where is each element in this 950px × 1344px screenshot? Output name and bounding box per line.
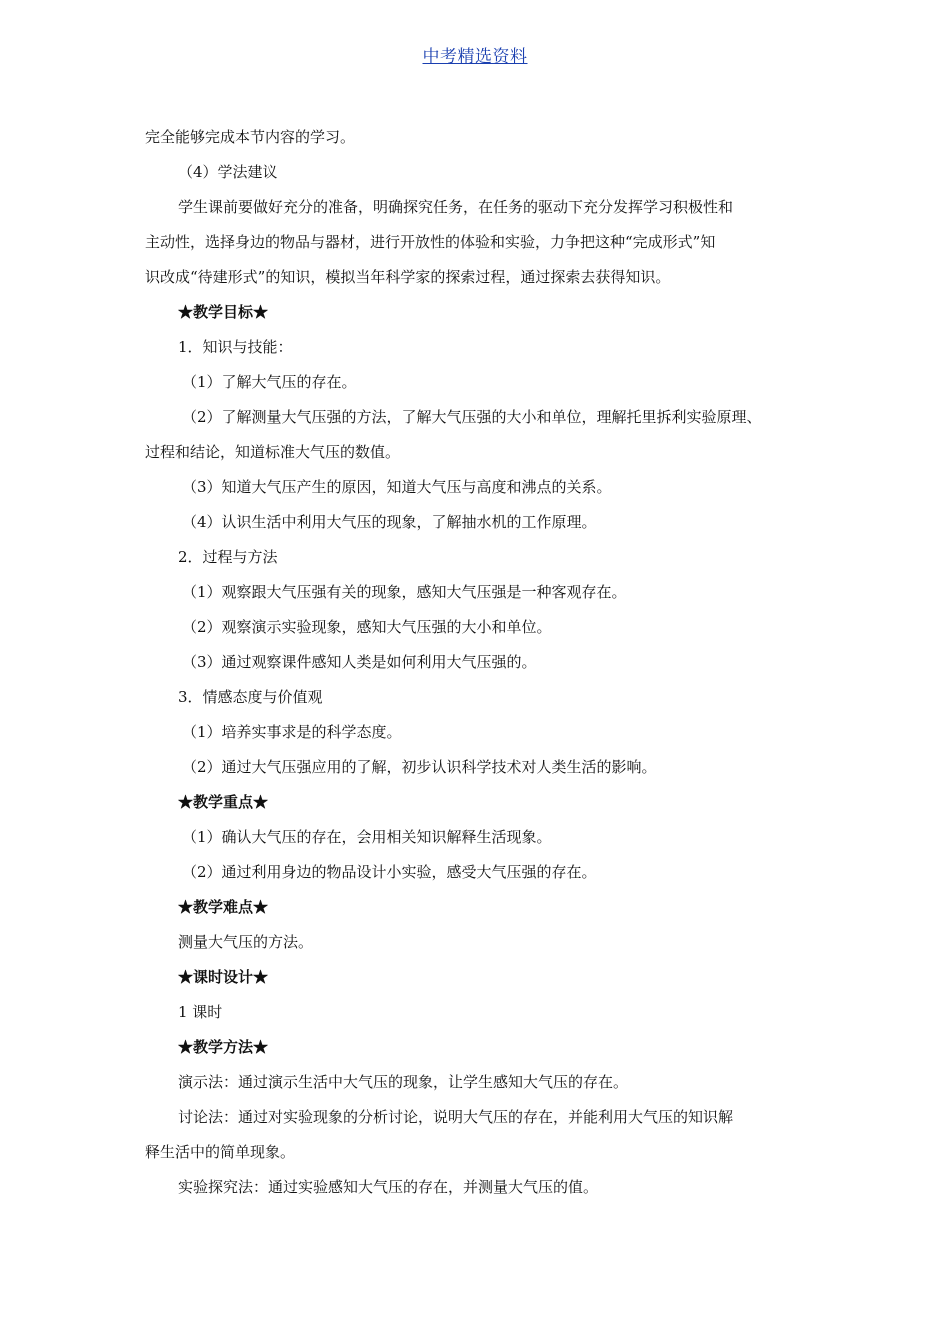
document-body [145,120,825,1205]
text-line: （2）通过大气压强应用的了解，初步认识科学技术对人类生活的影响。 [182,758,657,776]
text-line: （3）通过观察课件感知人类是如何利用大气压强的。 [182,653,537,671]
header-link[interactable]: 中考精选资料 [422,47,528,67]
text-line: （1）确认大气压的存在，会用相关知识解释生活现象。 [182,828,552,846]
text-line: （2）了解测量大气压强的方法，了解大气压强的大小和单位，理解托里拆利实验原理、 [182,408,762,426]
text-line: （2）通过利用身边的物品设计小实验，感受大气压强的存在。 [182,863,597,881]
text-line: （4）认识生活中利用大气压的现象，了解抽水机的工作原理。 [182,513,597,531]
section-heading: ★教学目标★ [178,303,269,321]
text-line: 主动性，选择身边的物品与器材，进行开放性的体验和实验，力争把这种“完成形式”知 [145,233,716,251]
section-heading: ★教学方法★ [178,1038,269,1056]
text-line: （1）了解大气压的存在。 [182,373,357,391]
text-line: 1．知识与技能： [178,338,293,356]
text-line: 实验探究法：通过实验感知大气压的存在，并测量大气压的值。 [178,1178,599,1196]
text-line: 完全能够完成本节内容的学习。 [145,128,356,146]
text-line: （4）学法建议 [178,163,278,181]
section-heading: ★教学重点★ [178,793,269,811]
text-line: 识改成“待建形式”的知识，模拟当年科学家的探索过程，通过探索去获得知识。 [145,268,671,286]
text-line: 测量大气压的方法。 [178,933,314,951]
text-line: （2）观察演示实验现象，感知大气压强的大小和单位。 [182,618,552,636]
text-line: （1）培养实事求是的科学态度。 [182,723,402,741]
text-line: 1 课时 [178,1003,223,1021]
text-line: 释生活中的简单现象。 [145,1143,296,1161]
page-header [0,42,950,67]
text-line: （1）观察跟大气压强有关的现象，感知大气压强是一种客观存在。 [182,583,627,601]
text-line: 演示法：通过演示生活中大气压的现象，让学生感知大气压的存在。 [178,1073,629,1091]
section-heading: ★课时设计★ [178,968,269,986]
text-line: 3．情感态度与价值观 [178,688,323,706]
text-line: 过程和结论，知道标准大气压的数值。 [145,443,401,461]
text-line: 讨论法：通过对实验现象的分析讨论，说明大气压的存在，并能利用大气压的知识解 [178,1108,734,1126]
text-line: （3）知道大气压产生的原因，知道大气压与高度和沸点的关系。 [182,478,612,496]
text-line: 2．过程与方法 [178,548,278,566]
text-line: 学生课前要做好充分的准备，明确探究任务，在任务的驱动下充分发挥学习积极性和 [178,198,734,216]
section-heading: ★教学难点★ [178,898,269,916]
